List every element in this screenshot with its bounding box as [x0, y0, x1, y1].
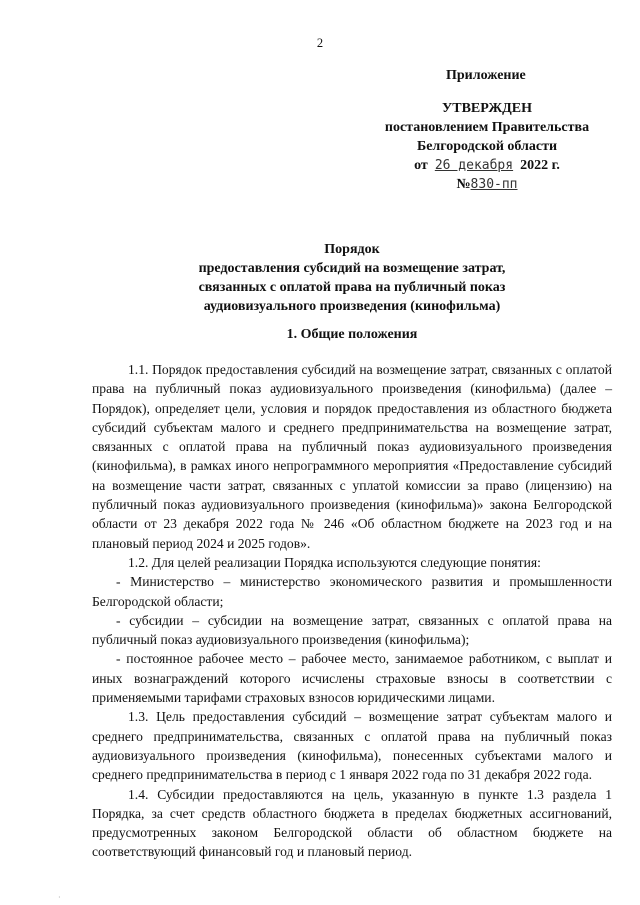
section-heading: 1. Общие положения — [286, 327, 418, 342]
approval-date — [372, 156, 602, 175]
title-line-3: связанных с оплатой права на публичный показ — [198, 280, 506, 295]
title-line-2: предоставления субсидий на возмещение затрат, — [198, 261, 506, 276]
handwritten-date: 26 декабря — [434, 158, 514, 173]
date-year: 2022 г. — [520, 158, 560, 173]
scan-mark: · — [58, 893, 61, 902]
paragraph-1-2: 1.2. Для целей реализации Порядка используются следующие понятия: — [128, 554, 541, 570]
date-prefix: от — [414, 158, 428, 173]
definition-ministry: - Министерство – министерство экономического развития и промышленности Белгородской области; — [92, 574, 612, 609]
title-line-4: аудиовизуального произведения (кинофильма) — [203, 299, 501, 314]
paragraph-1-3: 1.3. Цель предоставления субсидий – возмещение затрат субъектам малого и среднего предпринимательства, связанных с оплатой права на публичный показ аудиовизуального произведения (кинофильма), понесенных субъектами малого и среднего предпринимательства в период с 1 января 2022 года по 31 декабря 2022 года. — [92, 709, 612, 783]
title-line-1: Порядок — [324, 242, 380, 257]
number-prefix: № — [456, 177, 471, 192]
appendix-label: Приложение — [446, 68, 526, 83]
definition-workplace: - постоянное рабочее место – рабочее место, занимаемое работником, с выплат и иных вознаграждений которого исчислены страховые взносы в соответствии с применяемыми тарифами страховых взносов юридическими лицами. — [92, 651, 612, 706]
document-title — [92, 240, 612, 316]
page-number: 2 — [316, 36, 324, 50]
definition-subsidies: - субсидии – субсидии на возмещение затрат, связанных с оплатой права на публичный показ аудиовизуального произведения (кинофильма); — [92, 612, 612, 648]
paragraph-1-1: 1.1. Порядок предоставления субсидий на возмещение затрат, связанных с оплатой права на публичный показ аудиовизуального произведения (кинофильма) (далее – Порядок), определяет цели, условия и порядок предоставления из областного бюджета субсидий субъектам малого и среднего предпринимательства на возмещение затрат, связанных с оплатой права на публичный показ аудиовизуального произведения (кинофильма), в рамках иного непрограммного мероприятия «Предоставление субсидий на возмещение части затрат, связанных с уплатой комиссии за право (лицензию) на публичный показ аудиовизуального произведения (кинофильма)» закона Белгородской области от 23 декабря 2022 года № 246 «Об областном бюджете на 2023 год и на плановый период 2024 и 2025 годов». — [92, 362, 612, 551]
approval-block — [372, 66, 602, 194]
approved-label: УТВЕРЖДЕН — [441, 101, 533, 116]
resolution-label: постановлением Правительства — [384, 120, 590, 135]
paragraph-1-4: 1.4. Субсидии предоставляются на цель, указанную в пункте 1.3 раздела 1 Порядка, за счет средств областного бюджета в пределах бюджетных ассигнований, предусмотренных законом Белгородской области об областном бюджете на соответствующий финансовый год и плановый период. — [92, 786, 612, 860]
document-body — [92, 360, 612, 862]
region-label: Белгородской области — [416, 139, 558, 154]
approval-number — [372, 175, 602, 194]
handwritten-number: 830-пп — [470, 177, 518, 192]
